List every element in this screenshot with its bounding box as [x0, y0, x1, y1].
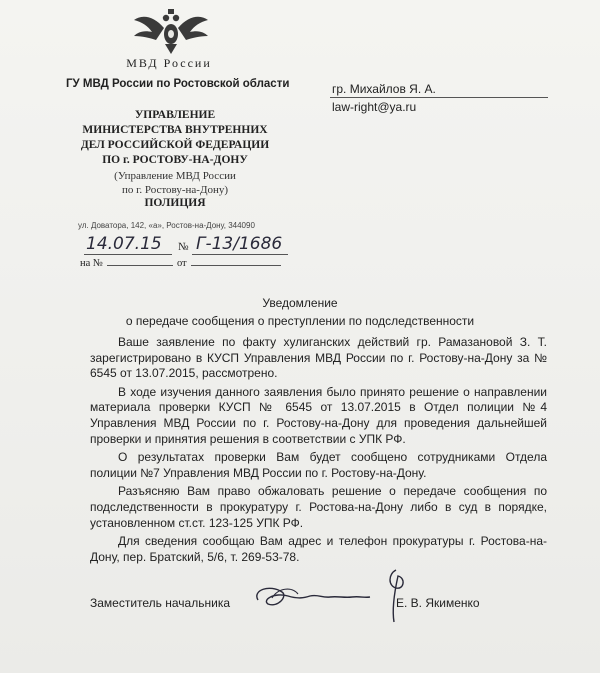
reference-number-blank [107, 265, 173, 266]
reference-date-blank [191, 265, 281, 266]
department-line: ДЕЛ РОССИЙСКОЙ ФЕДЕРАЦИИ [80, 139, 270, 151]
recipient-underline [330, 97, 548, 98]
body-paragraph: Ваше заявление по факту хулиганских действий гр. Рамазановой З. Т. зарегистрировано в КУСП Управления МВД России по г. Ростову-на-Дону за № 6545 от 13.07.2015, рассмотрено. [90, 335, 547, 381]
agency-region: ГУ МВД России по Ростовской области [66, 78, 290, 90]
department-short-line: по г. Ростову-на-Дону) [121, 184, 229, 196]
body-paragraph: Разъясняю Вам право обжаловать решение о передаче сообщения по подследственности в прокуратуру г. Ростова-на-Дону либо в суд в порядке, установленном ст.ст. 123-125 УПК РФ. [90, 484, 547, 530]
recipient-email: law-right@ya.ru [332, 100, 417, 114]
number-underline [192, 254, 288, 255]
department-line: ПО г. РОСТОВУ-НА-ДОНУ [102, 154, 248, 166]
letter-body [90, 335, 547, 568]
double-headed-eagle-emblem [132, 6, 210, 56]
registration-date: 14.07.15 [86, 234, 162, 254]
reference-number-label: на № [80, 258, 103, 269]
reference-date-label: от [176, 258, 187, 269]
department-short-name [60, 169, 290, 197]
body-paragraph: Для сведения сообщаю Вам адрес и телефон прокуратуры г. Ростова-на-Дону, пер. Братский, 5/6, т. 269-53-78. [90, 534, 547, 564]
handwritten-signature [248, 564, 418, 624]
document-subtitle: о передаче сообщения о преступлении по подследственности [125, 314, 475, 328]
agency-address: ул. Доватора, 142, «а», Ростов-на-Дону, 344090 [78, 221, 255, 230]
date-underline [84, 254, 172, 255]
registration-number-label: № [178, 241, 189, 253]
agency-name-top: МВД России [126, 56, 212, 70]
department-name [60, 108, 290, 168]
police-label: ПОЛИЦИЯ [144, 197, 206, 209]
recipient-name: гр. Михайлов Я. А. [332, 82, 436, 96]
registration-number: Г-13/1686 [196, 234, 283, 254]
signatory-role: Заместитель начальника [90, 596, 231, 610]
department-line: УПРАВЛЕНИЕ [134, 109, 216, 121]
department-line: МИНИСТЕРСТВА ВНУТРЕННИХ [82, 124, 268, 136]
body-paragraph: О результатах проверки Вам будет сообщено сотрудниками Отдела полиции №7 Управления МВД России по г. Ростову-на-Дону. [90, 450, 547, 480]
document-title: Уведомление [262, 296, 338, 310]
reference-row [80, 258, 281, 269]
body-paragraph: В ходе изучения данного заявления было принято решение о направлении материала проверки КУСП № 6545 от 13.07.2015 в Отдел полиции №4 Управления МВД России по г. Ростову-на-Дону для проведения дальнейшей проверки и принятия решения в соответствии с УПК РФ. [90, 384, 547, 446]
signatory-name: Е. В. Якименко [396, 596, 480, 610]
department-short-line: (Управление МВД России [114, 170, 236, 182]
